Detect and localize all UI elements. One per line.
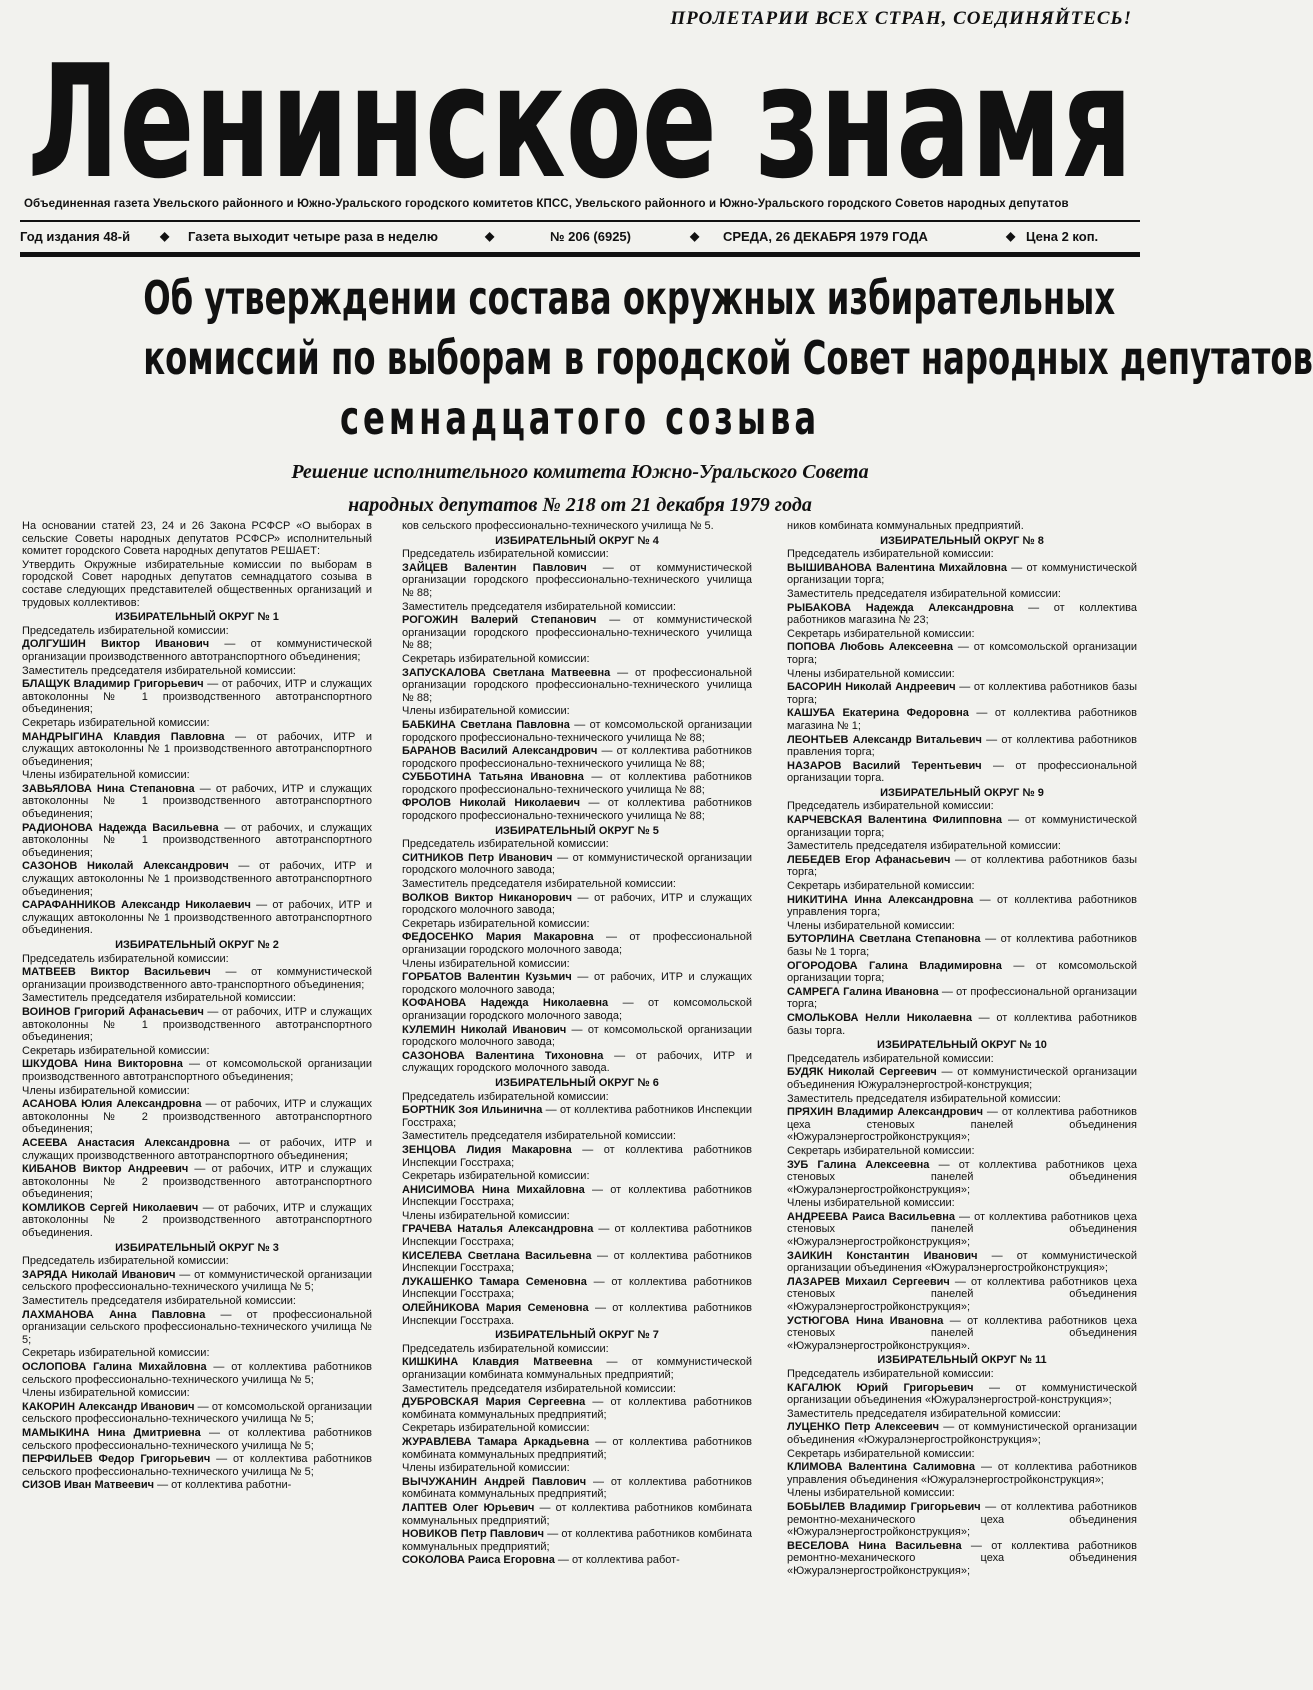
- column-1: [22, 520, 372, 1688]
- member-name: МАМЫКИНА Нина Дмитриевна: [22, 1426, 201, 1439]
- member-name: САЗОНОВА Валентина Тихоновна: [402, 1049, 604, 1062]
- member-name: ПОПОВА Любовь Алексеевна: [787, 641, 954, 654]
- member-entry: КАГАЛЮК Юрий Григорьевич — от коммунистической организации объединения «Южуралэнергострой-конструкция»;: [787, 1381, 1137, 1407]
- member-entry: ОСЛОПОВА Галина Михайловна — от коллектива работников сельского профессионально-технического училища № 5;: [22, 1361, 372, 1386]
- paragraph: Председатель избирательной комиссии:: [402, 1090, 609, 1103]
- headline-line: Об утверждении состава окружных избирательных: [143, 271, 1116, 325]
- member-name: СИЗОВ Иван Матвеевич: [22, 1479, 155, 1492]
- paragraph: Члены избирательной комиссии:: [402, 1209, 570, 1222]
- paragraph: Председатель избирательной комиссии:: [787, 1368, 994, 1380]
- member-name: ЛЕБЕДЕВ Егор Афанасьевич: [787, 853, 951, 866]
- member-name: САРАФАННИКОВ Александр Николаевич: [22, 899, 251, 912]
- member-name: ФРОЛОВ Николай Николаевич: [402, 797, 580, 810]
- paragraph: Заместитель председателя избирательной комиссии:: [22, 992, 296, 1005]
- member-name: ЛУЦЕНКО Петр Алексеевич: [787, 1421, 940, 1434]
- member-name: ФЕДОСЕНКО Мария Макаровна: [402, 931, 594, 944]
- member-entry: ЛАПТЕВ Олег Юрьевич — от коллектива работников комбината коммунальных предприятий;: [402, 1501, 753, 1527]
- member-entry: АСЕЕВА Анастасия Александровна — от рабочих, ИТР и служащих производственного автотранспортного объединения;: [22, 1136, 372, 1162]
- paragraph: Секретарь избирательной комиссии:: [787, 1447, 975, 1460]
- member-entry: ЛУЦЕНКО Петр Алексеевич — от коммунистической организации объединения «Южуралэнергостройконструкция»;: [787, 1421, 1138, 1446]
- member-name: БОРТНИК Зоя Ильинична: [402, 1104, 543, 1117]
- member-entry: КОФАНОВА Надежда Николаевна — от комсомольской организации городского молочного завода;: [402, 997, 752, 1022]
- member-name: КИШКИНА Клавдия Матвеевна: [402, 1356, 593, 1369]
- diamond-icon: ◆: [1006, 229, 1016, 243]
- member-entry: СУББОТИНА Татьяна Ивановна — от коллектива работников городского профессионально-технического училища № 88;: [402, 771, 752, 796]
- member-name: МАНДРЫГИНА Клавдия Павловна: [22, 730, 225, 743]
- issue-number: № 206 (6925): [550, 229, 631, 244]
- member-entry: ДУБРОВСКАЯ Мария Сергеевна — от коллектива работников комбината коммунальных предприятий;: [402, 1396, 752, 1421]
- member-entry: ШКУДОВА Нина Викторовна — от комсомольской организации производственного автотранспортного объединения;: [22, 1058, 372, 1083]
- member-name: ДОЛГУШИН Виктор Иванович: [22, 638, 210, 651]
- member-name: ЗАЙЦЕВ Валентин Павлович: [402, 561, 587, 574]
- district-heading: ИЗБИРАТЕЛЬНЫЙ ОКРУГ № 6: [495, 1076, 659, 1089]
- member-entry: ГОРБАТОВ Валентин Кузьмич — от рабочих, ИТР и служащих городского молочного завода;: [402, 971, 752, 996]
- paragraph: Секретарь избирательной комиссии:: [402, 1170, 590, 1183]
- paragraph: ков сельского профессионально-технического училища № 5.: [402, 520, 714, 532]
- member-entry: ПЕРФИЛЬЕВ Федор Григорьевич — от коллектива работников сельского профессионально-технического училища № 5;: [22, 1453, 372, 1478]
- member-entry: СМОЛЬКОВА Нелли Николаевна — от коллектива работников базы торга.: [787, 1011, 1137, 1037]
- member-entry: ЛАХМАНОВА Анна Павловна — от профессиональной организации сельского профессионально-технического училища № 5;: [22, 1308, 372, 1346]
- member-name: АСЕЕВА Анастасия Александровна: [22, 1136, 230, 1149]
- diamond-icon: ◆: [485, 229, 495, 243]
- member-name: УСТЮГОВА Нина Ивановна: [787, 1314, 944, 1327]
- member-entry: КАШУБА Екатерина Федоровна — от коллектива работников магазина № 1;: [787, 707, 1137, 732]
- member-entry: СИТНИКОВ Петр Иванович — от коммунистической организации городского молочного завода;: [402, 851, 752, 877]
- member-name: РОГОЖИН Валерий Степанович: [402, 614, 597, 627]
- member-entry: ВЫЧУЖАНИН Андрей Павлович — от коллектива работников комбината коммунальных предприятий;: [402, 1475, 752, 1501]
- member-entry: РОГОЖИН Валерий Степанович — от коммунистической организации городского профессионально-технического училища № 88;: [402, 614, 752, 652]
- member-name: КЛИМОВА Валентина Салимовна: [787, 1461, 976, 1474]
- paragraph: Члены избирательной комиссии:: [787, 1197, 955, 1210]
- member-entry: МАМЫКИНА Нина Дмитриевна — от коллектива работников сельского профессионально-технического училища № 5;: [22, 1426, 373, 1452]
- member-name: САМРЕГА Галина Ивановна: [787, 985, 939, 998]
- paragraph: Секретарь избирательной комиссии:: [402, 1422, 590, 1435]
- issue-price: Цена 2 коп.: [1026, 229, 1099, 244]
- member-entry: МАТВЕЕВ Виктор Васильевич — от коммунистической организации производственного авто-транспортного объединения;: [22, 966, 372, 991]
- headline-line: семнадцатого созыва: [339, 391, 821, 445]
- member-entry: ЗЕНЦОВА Лидия Макаровна — от коллектива работников Инспекции Госстраха;: [402, 1143, 752, 1169]
- member-name: БУДЯК Николай Сергеевич: [787, 1066, 937, 1079]
- divider: [20, 220, 1140, 222]
- paragraph: Секретарь избирательной комиссии:: [22, 1347, 210, 1360]
- member-name: КИБАНОВ Виктор Андреевич: [22, 1163, 189, 1176]
- paragraph: На основании статей 23, 24 и 26 Закона РСФСР «О выборах в сельские Советы народных депутатов РСФСР» исполнительный комитет городского Совета народных депутатов РЕШАЕТ:: [22, 520, 372, 558]
- member-entry: БУДЯК Николай Сергеевич — от коммунистической организации объединения Южуралэнергострой-конструкция;: [787, 1066, 1138, 1091]
- member-entry: СОКОЛОВА Раиса Егоровна — от коллектива работ-: [402, 1554, 680, 1567]
- paragraph: Заместитель председателя избирательной комиссии:: [22, 1295, 296, 1308]
- member-name: НОВИКОВ Петр Павлович: [402, 1528, 545, 1541]
- member-name: ЛАЗАРЕВ Михаил Сергеевич: [787, 1275, 950, 1288]
- district-heading: ИЗБИРАТЕЛЬНЫЙ ОКРУГ № 8: [880, 534, 1044, 547]
- paragraph: Заместитель председателя избирательной комиссии:: [402, 1130, 676, 1143]
- member-entry: ЗАИКИН Константин Иванович — от коммунистической организации объединения «Южуралэнергостройконструкция»;: [787, 1249, 1137, 1275]
- member-name: РАДИОНОВА Надежда Васильевна: [22, 821, 219, 834]
- motto: ПРОЛЕТАРИИ ВСЕХ СТРАН, СОЕДИНЯЙТЕСЬ!: [670, 8, 1132, 29]
- member-entry: САЗОНОВА Валентина Тихоновна — от рабочих, ИТР и служащих городского молочного завода.: [402, 1049, 752, 1075]
- member-entry: РАДИОНОВА Надежда Васильевна — от рабочих, и служащих автоколонны № 1 производственного автотранспортного объединения;: [22, 821, 372, 859]
- member-name: ЗАПУСКАЛОВА Светлана Матвеевна: [402, 666, 611, 679]
- paragraph: Заместитель председателя избирательной комиссии:: [402, 878, 676, 891]
- diamond-icon: ◆: [160, 229, 170, 243]
- diamond-icon: ◆: [690, 229, 700, 243]
- member-entry: ЛЕБЕДЕВ Егор Афанасьевич — от коллектива работников базы торга;: [787, 853, 1137, 879]
- divider: [20, 252, 1140, 257]
- paragraph: Председатель избирательной комиссии:: [402, 548, 609, 561]
- member-name: АНИСИМОВА Нина Михайловна: [402, 1183, 585, 1196]
- member-entry: САЗОНОВ Николай Александрович — от рабочих, ИТР и служащих автоколонны № 1 производственного автотранспортного объединения;: [22, 860, 372, 898]
- member-name: ПРЯХИН Владимир Александрович: [787, 1106, 983, 1119]
- paragraph: Члены избирательной комиссии:: [787, 919, 955, 932]
- member-entry: ЗАПУСКАЛОВА Светлана Матвеевна — от профессиональной организации городского профессионально-технического училища № 88;: [402, 666, 752, 704]
- member-name: ЛУКАШЕНКО Тамара Семеновна: [402, 1275, 587, 1288]
- district-heading: ИЗБИРАТЕЛЬНЫЙ ОКРУГ № 5: [495, 824, 659, 837]
- member-entry: БАРАНОВ Василий Александрович — от коллектива работников городского профессионально-технического училища № 88;: [402, 745, 752, 770]
- member-name: ОГОРОДОВА Галина Владимировна: [787, 959, 1002, 972]
- paragraph: Секретарь избирательной комиссии:: [402, 917, 590, 930]
- paragraph: Секретарь избирательной комиссии:: [787, 1144, 975, 1157]
- paragraph: Секретарь избирательной комиссии:: [787, 880, 975, 893]
- paragraph: Председатель избирательной комиссии:: [787, 548, 994, 561]
- member-name: БАРАНОВ Василий Александрович: [402, 745, 598, 758]
- member-name: ЗЕНЦОВА Лидия Макаровна: [402, 1143, 572, 1156]
- paragraph: Председатель избирательной комиссии:: [402, 838, 609, 851]
- member-entry: БОРТНИК Зоя Ильинична — от коллектива работников Инспекции Госстраха;: [402, 1104, 752, 1129]
- member-name: АНДРЕЕВА Раиса Васильевна: [787, 1210, 955, 1223]
- member-name: КАГАЛЮК Юрий Григорьевич: [787, 1381, 974, 1394]
- member-name: ВОИНОВ Григорий Афанасьевич: [22, 1005, 204, 1018]
- paragraph: Секретарь избирательной комиссии:: [787, 627, 975, 640]
- paragraph: Председатель избирательной комиссии:: [787, 1052, 994, 1065]
- headline: [143, 268, 1313, 448]
- district-heading: ИЗБИРАТЕЛЬНЫЙ ОКРУГ № 2: [115, 939, 279, 951]
- decision-line: Решение исполнительного комитета Южно-Уральского Совета: [291, 461, 869, 483]
- member-name: МАТВЕЕВ Виктор Васильевич: [22, 966, 211, 979]
- paragraph: Заместитель председателя избирательной комиссии:: [787, 587, 1061, 600]
- paragraph: Председатель избирательной комиссии:: [22, 624, 229, 637]
- member-name: САЗОНОВ Николай Александрович: [22, 860, 229, 873]
- paragraph: Заместитель председателя избирательной комиссии:: [22, 664, 296, 677]
- member-name: ЖУРАВЛЕВА Тамара Аркадьевна: [402, 1435, 590, 1448]
- member-entry: ФРОЛОВ Николай Николаевич — от коллектива работников городского профессионально-технического училища № 88;: [402, 797, 752, 823]
- member-name: БАСОРИН Николай Андреевич: [787, 681, 956, 694]
- paragraph: Заместитель председателя избирательной комиссии:: [402, 1382, 676, 1395]
- headline-line: комиссий по выборам в городской Совет народных депутатов: [143, 331, 1313, 385]
- member-entry: УСТЮГОВА Нина Ивановна — от коллектива работников цеха стеновых панелей объединения «Южуралэнергостройконструкция».: [787, 1314, 1137, 1352]
- member-name: ЛАХМАНОВА Анна Павловна: [22, 1308, 206, 1321]
- member-entry: ЖУРАВЛЕВА Тамара Аркадьевна — от коллектива работников комбината коммунальных предприятий;: [402, 1435, 752, 1461]
- member-name: ВОЛКОВ Виктор Никанорович: [402, 891, 572, 904]
- district-heading: ИЗБИРАТЕЛЬНЫЙ ОКРУГ № 4: [495, 534, 659, 547]
- member-entry: ПРЯХИН Владимир Александрович — от коллектива работников цеха стеновых панелей объединения «Южуралэнергостройконструкция»;: [787, 1106, 1137, 1144]
- district-heading: ИЗБИРАТЕЛЬНЫЙ ОКРУГ № 11: [877, 1354, 1047, 1367]
- column-3: [787, 520, 1137, 1688]
- member-name: ШКУДОВА Нина Викторовна: [22, 1058, 183, 1071]
- member-entry: ФЕДОСЕНКО Мария Макаровна — от профессиональной организации городского молочного завода;: [402, 931, 752, 956]
- decision-subtitle: [20, 456, 1140, 522]
- member-entry: КИСЕЛЕВА Светлана Васильевна — от коллектива работников Инспекции Госстраха;: [402, 1249, 752, 1275]
- member-entry: ОЛЕЙНИКОВА Мария Семеновна — от коллектива работников Инспекции Госстраха.: [402, 1302, 752, 1327]
- member-name: ЗУБ Галина Алексеевна: [787, 1158, 930, 1171]
- member-entry: АСАНОВА Юлия Александровна — от рабочих, ИТР и служащих автоколонны № 2 производственного автотранспортного объединения;: [22, 1098, 372, 1136]
- member-name: КИСЕЛЕВА Светлана Васильевна: [402, 1249, 592, 1262]
- member-entry: ЗУБ Галина Алексеевна — от коллектива работников цеха стеновых панелей объединения «Южуралэнергостройконструкция»;: [787, 1158, 1137, 1196]
- member-name: ЛЕОНТЬЕВ Александр Витальевич: [787, 733, 982, 746]
- member-entry: БОБЫЛЕВ Владимир Григорьевич — от коллектива работников ремонтно-механического цеха объединения «Южуралэнергостройконструкция»;: [787, 1500, 1137, 1539]
- publication-year: Год издания 48-й: [20, 229, 131, 244]
- member-entry: БЛАЩУК Владимир Григорьевич — от рабочих, ИТР и служащих автоколонны № 1 производственного автотранспортного объединения;: [22, 678, 372, 716]
- member-entry: ОГОРОДОВА Галина Владимировна — от комсомольской организации торга;: [787, 959, 1137, 985]
- member-name: СОКОЛОВА Раиса Егоровна: [402, 1554, 555, 1567]
- paragraph: Заместитель председателя избирательной комиссии:: [787, 1407, 1061, 1420]
- member-entry: КИБАНОВ Виктор Андреевич — от рабочих, ИТР и служащих автоколонны № 2 производственного автотранспортного объединения;: [22, 1163, 373, 1201]
- member-name: ВЫЧУЖАНИН Андрей Павлович: [402, 1475, 587, 1488]
- member-entry: НИКИТИНА Инна Александровна — от коллектива работников управления торга;: [787, 893, 1137, 919]
- member-name: КУЛЕМИН Николай Иванович: [402, 1023, 567, 1036]
- member-entry: БУТОРЛИНА Светлана Степановна — от коллектива работников базы № 1 торга;: [787, 933, 1137, 958]
- member-name: ПЕРФИЛЬЕВ Федор Григорьевич: [22, 1453, 211, 1466]
- member-entry: ЛАЗАРЕВ Михаил Сергеевич — от коллектива работников цеха стеновых панелей объединения «Южуралэнергостройконструкция»;: [787, 1275, 1138, 1314]
- member-entry: ЗАРЯДА Николай Иванович — от коммунистической организации сельского профессионально-технического училища № 5;: [22, 1268, 372, 1294]
- district-heading: ИЗБИРАТЕЛЬНЫЙ ОКРУГ № 7: [495, 1329, 659, 1342]
- member-name: СМОЛЬКОВА Нелли Николаевна: [787, 1011, 972, 1024]
- member-entry: РЫБАКОВА Надежда Александровна — от коллектива работников магазина № 23;: [787, 601, 1137, 627]
- member-entry: ДОЛГУШИН Виктор Иванович — от коммунистической организации производственного автотранспортного объединения;: [22, 638, 372, 663]
- member-name: СУББОТИНА Татьяна Ивановна: [402, 771, 584, 784]
- member-name: БОБЫЛЕВ Владимир Григорьевич: [787, 1500, 981, 1513]
- paragraph: Председатель избирательной комиссии:: [22, 952, 229, 965]
- district-heading: ИЗБИРАТЕЛЬНЫЙ ОКРУГ № 9: [880, 786, 1044, 799]
- member-name: КАШУБА Екатерина Федоровна: [787, 707, 969, 720]
- member-entry: АНИСИМОВА Нина Михайловна — от коллектива работников Инспекции Госстраха;: [402, 1183, 752, 1209]
- paragraph: Члены избирательной комиссии:: [787, 667, 955, 680]
- district-heading: ИЗБИРАТЕЛЬНЫЙ ОКРУГ № 3: [115, 1241, 279, 1254]
- member-name: ЗАИКИН Константин Иванович: [787, 1249, 978, 1262]
- paragraph: Председатель избирательной комиссии:: [22, 1255, 229, 1268]
- member-name: РЫБАКОВА Надежда Александровна: [787, 601, 1014, 614]
- member-entry: ПОПОВА Любовь Алексеевна — от комсомольской организации торга;: [787, 641, 1137, 666]
- paragraph: Секретарь избирательной комиссии:: [402, 652, 590, 665]
- member-entry: КЛИМОВА Валентина Салимовна — от коллектива работников управления объединения «Южуралэнергостройконструкция»;: [787, 1461, 1137, 1486]
- paragraph: Секретарь избирательной комиссии:: [22, 1044, 210, 1057]
- member-entry: ЗАВЬЯЛОВА Нина Степановна — от рабочих, ИТР и служащих автоколонны № 1 производственного автотранспортного объединения;: [22, 782, 372, 821]
- district-heading: ИЗБИРАТЕЛЬНЫЙ ОКРУГ № 1: [115, 611, 279, 624]
- member-entry: ЛУКАШЕНКО Тамара Семеновна — от коллектива работников Инспекции Госстраха;: [402, 1275, 752, 1301]
- paragraph: Заместитель председателя избирательной комиссии:: [787, 840, 1061, 853]
- member-entry: ВОИНОВ Григорий Афанасьевич — от рабочих, ИТР и служащих автоколонны № 1 производственного автотранспортного объединения;: [22, 1005, 372, 1044]
- masthead-title: Ленинское знамя: [27, 31, 1133, 213]
- member-name: ВЫШИВАНОВА Валентина Михайловна: [787, 561, 1007, 574]
- paragraph: Члены избирательной комиссии:: [22, 769, 190, 782]
- member-entry: ЗАЙЦЕВ Валентин Павлович — от коммунистической организации городского профессионально-технического училища № 88;: [402, 561, 752, 599]
- member-entry: САРАФАННИКОВ Александр Николаевич — от рабочих, ИТР и служащих автоколонны № 1 производственного автотранспортного объединения.: [22, 899, 372, 937]
- member-entry: АНДРЕЕВА Раиса Васильевна — от коллектива работников цеха стеновых панелей объединения «Южуралэнергостройконструкция»;: [787, 1210, 1137, 1249]
- member-name: КОФАНОВА Надежда Николаевна: [402, 997, 609, 1010]
- member-name: ЗАВЬЯЛОВА Нина Степановна: [22, 782, 195, 795]
- district-heading: ИЗБИРАТЕЛЬНЫЙ ОКРУГ № 10: [877, 1039, 1047, 1052]
- member-entry: НОВИКОВ Петр Павлович — от коллектива работников комбината коммунальных предприятий;: [402, 1528, 753, 1553]
- paragraph: Председатель избирательной комиссии:: [402, 1342, 609, 1355]
- paragraph: Члены избирательной комиссии:: [402, 705, 570, 718]
- paragraph: Секретарь избирательной комиссии:: [22, 716, 210, 729]
- issue-date: СРЕДА, 26 ДЕКАБРЯ 1979 ГОДА: [723, 229, 928, 244]
- info-bar: [20, 226, 1140, 248]
- member-name: КАКОРИН Александр Иванович: [22, 1400, 195, 1413]
- paragraph: Члены избирательной комиссии:: [402, 1462, 570, 1475]
- member-name: ЗАРЯДА Николай Иванович: [22, 1268, 176, 1281]
- member-name: НИКИТИНА Инна Александровна: [787, 893, 974, 906]
- publication-frequency: Газета выходит четыре раза в неделю: [188, 229, 438, 244]
- member-name: БЛАЩУК Владимир Григорьевич: [22, 678, 204, 691]
- member-entry: СИЗОВ Иван Матвеевич — от коллектива работни-: [22, 1479, 292, 1492]
- column-2: [402, 520, 752, 1688]
- member-entry: ВЫШИВАНОВА Валентина Михайловна — от коммунистической организации торга;: [787, 561, 1137, 587]
- paragraph: Заместитель председателя избирательной комиссии:: [402, 600, 676, 613]
- member-name: ВЕСЕЛОВА Нина Васильевна: [787, 1539, 962, 1552]
- paragraph: Утвердить Окружные избирательные комиссии по выборам в городской Совет народных депутатов семнадцатого созыва в составе следующих представителей общественных организаций и трудовых коллективов:: [22, 558, 372, 609]
- paragraph: Заместитель председателя избирательной комиссии:: [787, 1092, 1061, 1105]
- member-entry: КАКОРИН Александр Иванович — от комсомольской организации сельского профессионально-технического училища № 5;: [22, 1400, 372, 1426]
- member-entry: МАНДРЫГИНА Клавдия Павловна — от рабочих, ИТР и служащих автоколонны № 1 производственного автотранспортного объединения;: [22, 730, 372, 768]
- paragraph: Члены избирательной комиссии:: [22, 1387, 190, 1400]
- member-entry: ВОЛКОВ Виктор Никанорович — от рабочих, ИТР и служащих городского молочного завода;: [402, 891, 752, 917]
- member-entry: БАБКИНА Светлана Павловна — от комсомольской организации городского профессионально-технического училища № 88;: [402, 718, 752, 744]
- member-entry: КУЛЕМИН Николай Иванович — от комсомольской организации городского молочного завода;: [402, 1023, 752, 1049]
- paragraph: ников комбината коммунальных предприятий.: [787, 520, 1024, 532]
- member-name: ОСЛОПОВА Галина Михайловна: [22, 1361, 207, 1373]
- member-entry: ВЕСЕЛОВА Нина Васильевна — от коллектива работников ремонтно-механического цеха объединения «Южуралэнергостройконструкция»;: [787, 1539, 1138, 1577]
- paragraph: Члены избирательной комиссии:: [402, 957, 570, 970]
- member-name: БУТОРЛИНА Светлана Степановна: [787, 933, 981, 946]
- member-name: НАЗАРОВ Василий Терентьевич: [787, 759, 982, 772]
- subtitle: Объединенная газета Увельского районного и Южно-Уральского городского комитетов КПСС, Увельского районного и Южно-Уральского городского Советов народных депутатов: [24, 198, 1069, 210]
- member-name: ДУБРОВСКАЯ Мария Сергеевна: [402, 1396, 586, 1409]
- decision-line: народных депутатов № 218 от 21 декабря 1979 года: [348, 494, 812, 516]
- member-name: ГРАЧЕВА Наталья Александровна: [402, 1223, 594, 1236]
- member-name: ОЛЕЙНИКОВА Мария Семеновна: [402, 1302, 589, 1315]
- member-name: КОМЛИКОВ Сергей Николаевич: [22, 1201, 199, 1214]
- member-entry: САМРЕГА Галина Ивановна — от профессиональной организации торга;: [787, 985, 1137, 1011]
- member-name: ЛАПТЕВ Олег Юрьевич: [402, 1501, 535, 1514]
- member-name: КАРЧЕВСКАЯ Валентина Филипповна: [787, 814, 1002, 827]
- member-entry: КОМЛИКОВ Сергей Николаевич — от рабочих, ИТР и служащих автоколонны № 2 производственного автотранспортного объединения.: [22, 1201, 372, 1240]
- member-entry: ГРАЧЕВА Наталья Александровна — от коллектива работников Инспекции Госстраха;: [402, 1223, 752, 1249]
- member-entry: БАСОРИН Николай Андреевич — от коллектива работников базы торга;: [787, 681, 1138, 706]
- member-entry: КИШКИНА Клавдия Матвеевна — от коммунистической организации комбината коммунальных предприятий;: [402, 1356, 753, 1381]
- member-entry: НАЗАРОВ Василий Терентьевич — от профессиональной организации торга.: [787, 759, 1137, 785]
- paragraph: Члены избирательной комиссии:: [22, 1084, 190, 1097]
- article-columns: [22, 520, 1140, 1688]
- member-name: ГОРБАТОВ Валентин Кузьмич: [402, 971, 572, 984]
- member-entry: ЛЕОНТЬЕВ Александр Витальевич — от коллектива работников правления торга;: [787, 733, 1137, 759]
- member-entry: КАРЧЕВСКАЯ Валентина Филипповна — от коммунистической организации торга;: [787, 814, 1137, 839]
- member-name: СИТНИКОВ Петр Иванович: [402, 851, 553, 864]
- member-name: БАБКИНА Светлана Павловна: [402, 718, 570, 731]
- member-name: АСАНОВА Юлия Александровна: [22, 1098, 202, 1111]
- paragraph: Председатель избирательной комиссии:: [787, 800, 994, 813]
- paragraph: Члены избирательной комиссии:: [787, 1487, 955, 1500]
